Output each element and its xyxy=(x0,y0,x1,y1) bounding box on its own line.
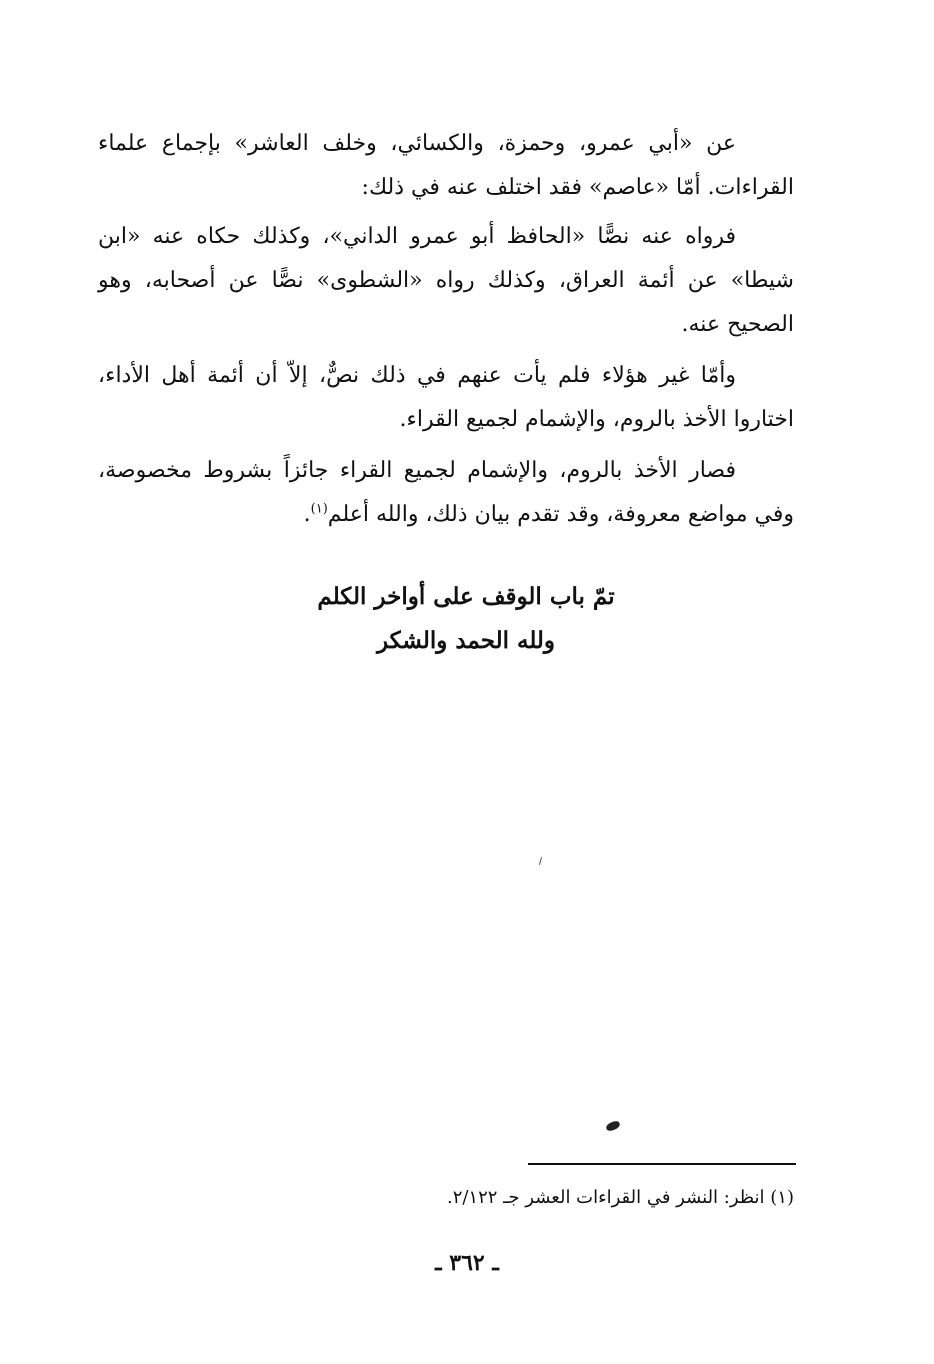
paragraph-1-text: عن «أبي عمرو، وحمزة، والكسائي، وخلف العاشر» بإجماع علماء القراءات. أمّا «عاصم» فقد اختلف عنه في ذلك: xyxy=(98,131,794,200)
footnote: (١) انظر: النشر في القراءات العشر جـ ٢/١٢٢. xyxy=(446,1187,794,1208)
paragraph-3-text: وأمّا غير هؤلاء فلم يأت عنهم في ذلك نصٌّ، إلاّ أن أئمة أهل الأداء، اختاروا الأخذ بالروم، والإشمام لجميع القراء. xyxy=(98,363,794,432)
page-number: ـ ٣٦٢ ـ xyxy=(435,1250,499,1276)
ink-blot xyxy=(605,1120,621,1132)
paragraph-4 xyxy=(98,449,794,537)
section-closing xyxy=(220,575,712,663)
closing-line-1: تمّ باب الوقف على أواخر الكلم xyxy=(317,583,615,610)
closing-line-2: ولله الحمد والشكر xyxy=(376,627,556,654)
paragraph-4-text: فصار الأخذ بالروم، والإشمام لجميع القراء جائزاً بشروط مخصوصة، وفي مواضع معروفة، وقد تقدم بيان ذلك، والله أعلم xyxy=(98,458,794,527)
footnote-divider xyxy=(528,1163,796,1165)
paragraph-4-end: . xyxy=(303,502,311,527)
stray-mark xyxy=(539,857,542,865)
paragraph-3 xyxy=(98,354,794,442)
paragraph-2-text: فرواه عنه نصًّا «الحافظ أبو عمرو الداني»، وكذلك حكاه عنه «ابن شيطا» عن أئمة العراق، وكذلك رواه «الشطوى» نصًّا عن أصحابه، وهو الصحيح عنه. xyxy=(98,224,794,337)
paragraph-1 xyxy=(98,122,794,210)
footnote-reference: (١) xyxy=(310,501,328,517)
paragraph-2 xyxy=(98,215,794,347)
